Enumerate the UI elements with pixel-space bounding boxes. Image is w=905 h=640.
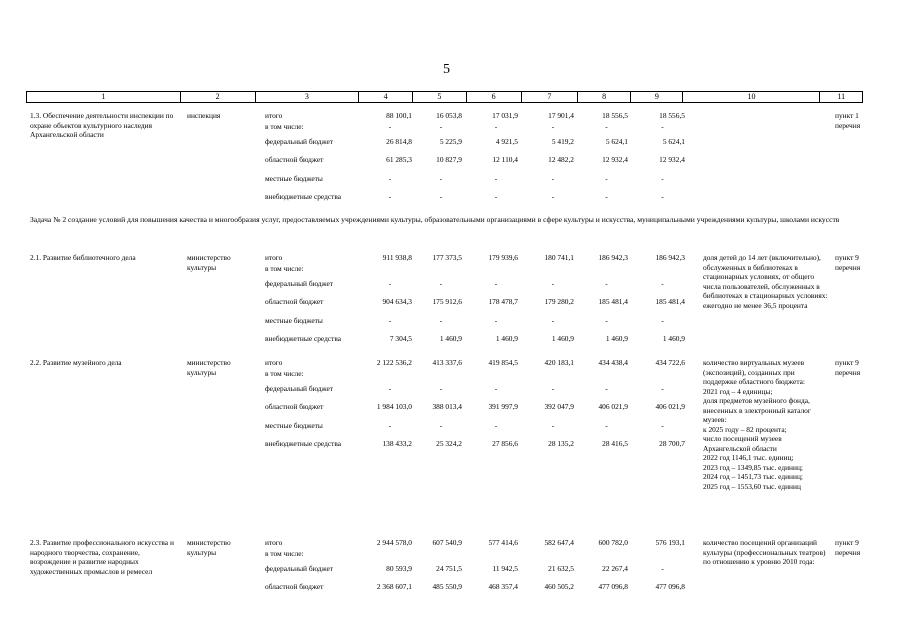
funding-value: 406 021,9 bbox=[598, 402, 628, 411]
funding-value: - bbox=[605, 384, 608, 393]
funding-value: - bbox=[605, 421, 608, 430]
funding-source-label: местные бюджеты bbox=[265, 316, 323, 325]
col-header: 11 bbox=[820, 92, 863, 103]
funding-value: - bbox=[439, 192, 443, 201]
funding-value: 24 751,5 bbox=[436, 564, 462, 573]
funding-value: - bbox=[605, 316, 608, 325]
funding-value: - bbox=[551, 174, 555, 183]
funding-source-label: внебюджетные средства bbox=[265, 192, 342, 201]
funding-value: 607 540,9 bbox=[432, 538, 462, 547]
funding-value: 12 482,2 bbox=[548, 155, 574, 164]
funding-value: - bbox=[494, 384, 498, 393]
funding-value: 12 932,4 bbox=[602, 155, 628, 164]
funding-value: 2 122 536,2 bbox=[376, 358, 412, 367]
funding-value: - bbox=[661, 421, 664, 430]
funding-value: 138 433,2 bbox=[382, 439, 412, 448]
reference: пункт 1 перечня bbox=[835, 111, 861, 130]
page-number: 5 bbox=[443, 62, 450, 77]
funding-value: 577 414,6 bbox=[488, 538, 518, 547]
funding-value: - bbox=[605, 279, 608, 288]
funding-value: - bbox=[494, 192, 498, 201]
funding-value: - bbox=[551, 279, 555, 288]
executor: министерство культуры bbox=[187, 538, 231, 557]
funding-value: 18 556,5 bbox=[659, 111, 685, 120]
target-indicator: доля детей до 14 лет (включительно), обслуженных в библиотеках в стационарных условиях, от общего числа пользователей, обслуженных в библиотеках в стационарных условиях: ежегодно не менее 36,5 процента bbox=[703, 253, 828, 310]
funding-value: 21 632,5 bbox=[548, 564, 574, 573]
funding-value: - bbox=[551, 316, 555, 325]
funding-value: 392 047,9 bbox=[544, 402, 574, 411]
funding-value: 88 100,1 bbox=[386, 111, 412, 120]
funding-value: 904 634,3 bbox=[382, 297, 412, 306]
funding-value: - bbox=[439, 421, 443, 430]
funding-value: - bbox=[661, 122, 664, 131]
funding-value: 5 419,2 bbox=[551, 137, 574, 146]
funding-value: 434 722,6 bbox=[655, 358, 685, 367]
funding-value: - bbox=[439, 174, 443, 183]
funding-value: - bbox=[388, 316, 392, 325]
funding-value: - bbox=[661, 564, 664, 573]
funding-value: 2 944 578,0 bbox=[376, 538, 412, 547]
col-header: 6 bbox=[466, 92, 521, 103]
funding-value: 179 280,2 bbox=[544, 297, 574, 306]
funding-value: - bbox=[551, 122, 555, 131]
funding-value: 1 460,9 bbox=[495, 334, 518, 343]
funding-value: 177 373,5 bbox=[432, 253, 462, 262]
col-header: 5 bbox=[413, 92, 466, 103]
funding-value: 5 225,9 bbox=[439, 137, 462, 146]
funding-value: 1 460,9 bbox=[439, 334, 462, 343]
funding-source-label: местные бюджеты bbox=[265, 174, 323, 183]
col-header: 4 bbox=[359, 92, 413, 103]
funding-value: 28 416,5 bbox=[602, 439, 628, 448]
funding-source-label: федеральный бюджет bbox=[265, 384, 334, 393]
funding-source-label: итого bbox=[265, 253, 283, 262]
funding-source-label: областной бюджет bbox=[265, 297, 324, 306]
funding-value: - bbox=[661, 192, 664, 201]
funding-value: 434 438,4 bbox=[598, 358, 628, 367]
funding-source-label: в том числе: bbox=[265, 369, 304, 378]
funding-value: - bbox=[494, 421, 498, 430]
funding-value: - bbox=[388, 279, 392, 288]
col-header: 1 bbox=[27, 92, 181, 103]
funding-value: 582 647,4 bbox=[544, 538, 574, 547]
funding-value: 25 324,2 bbox=[436, 439, 462, 448]
target-indicator: количество виртуальных музеев (экспозиций), созданных при поддержке областного бюджета: 2021 год – 4 единицы; доля предметов музейного фонда, внесенных в электронный каталог музеев: к 2025 году – 82 процента; число посещений музеев Архангельской области 2022 год 1146,1 тыс. единиц; 2023 год – 1349,85 тыс. единиц; 2024 год – 1451,73 тыс. единиц; 2025 год – 1553,60 тыс. единиц bbox=[703, 358, 811, 491]
col-header: 9 bbox=[631, 92, 683, 103]
funding-value: - bbox=[661, 384, 664, 393]
funding-value: - bbox=[551, 384, 555, 393]
funding-value: - bbox=[439, 279, 443, 288]
activity-name: 1.3. Обеспечение деятельности инспекции по охране объектов культурного наследия Архангельской области bbox=[30, 111, 174, 139]
funding-value: 2 368 607,1 bbox=[376, 582, 412, 591]
col-header: 8 bbox=[577, 92, 630, 103]
funding-value: 911 938,8 bbox=[382, 253, 412, 262]
funding-source-label: в том числе: bbox=[265, 264, 304, 273]
funding-value: 1 984 103,0 bbox=[376, 402, 412, 411]
funding-source-label: областной бюджет bbox=[265, 582, 324, 591]
funding-value: 186 942,3 bbox=[655, 253, 685, 262]
funding-value: - bbox=[388, 192, 392, 201]
reference: пункт 9 перечня bbox=[835, 538, 861, 557]
funding-value: - bbox=[605, 192, 608, 201]
funding-value: 1 460,9 bbox=[662, 334, 685, 343]
funding-value: - bbox=[494, 174, 498, 183]
funding-value: 600 782,0 bbox=[598, 538, 628, 547]
funding-value: 460 505,2 bbox=[544, 582, 574, 591]
funding-source-label: в том числе: bbox=[265, 122, 304, 131]
executor: министерство культуры bbox=[187, 253, 231, 272]
funding-source-label: итого bbox=[265, 358, 283, 367]
funding-value: 26 814,8 bbox=[386, 137, 412, 146]
target-indicator: количество посещений организаций культуры (профессиональных театров) по отношению к уровню 2010 года: bbox=[703, 538, 826, 566]
funding-value: 1 460,9 bbox=[551, 334, 574, 343]
funding-value: 485 550,9 bbox=[432, 582, 462, 591]
funding-value: 178 478,7 bbox=[488, 297, 518, 306]
col-header: 7 bbox=[521, 92, 577, 103]
funding-source-label: федеральный бюджет bbox=[265, 279, 334, 288]
funding-source-label: в том числе: bbox=[265, 549, 304, 558]
funding-value: 576 193,1 bbox=[655, 538, 685, 547]
executor: министерство культуры bbox=[187, 358, 231, 377]
funding-value: - bbox=[494, 122, 498, 131]
funding-value: - bbox=[605, 174, 608, 183]
col-header: 2 bbox=[180, 92, 255, 103]
funding-value: - bbox=[439, 316, 443, 325]
executor: инспекция bbox=[187, 111, 221, 120]
funding-source-label: федеральный бюджет bbox=[265, 564, 334, 573]
funding-value: 468 357,4 bbox=[488, 582, 518, 591]
funding-value: - bbox=[388, 174, 392, 183]
activity-name: 2.1. Развитие библиотечного дела bbox=[30, 253, 136, 262]
funding-value: - bbox=[388, 421, 392, 430]
funding-value: 80 593,9 bbox=[386, 564, 412, 573]
funding-source-label: областной бюджет bbox=[265, 402, 324, 411]
activity-name: 2.3. Развитие профессионального искусства и народного творчества, сохранение, возрождение и развитие народных художественных промыслов и ремесел bbox=[30, 538, 174, 576]
funding-value: 22 267,4 bbox=[602, 564, 628, 573]
funding-value: 406 021,9 bbox=[655, 402, 685, 411]
funding-value: - bbox=[551, 421, 555, 430]
funding-source-label: итого bbox=[265, 538, 283, 547]
funding-value: - bbox=[439, 384, 443, 393]
funding-value: 477 096,8 bbox=[655, 582, 685, 591]
funding-source-label: федеральный бюджет bbox=[265, 137, 334, 146]
funding-value: 11 942,5 bbox=[492, 564, 518, 573]
funding-value: 175 912,6 bbox=[432, 297, 462, 306]
col-header: 10 bbox=[683, 92, 820, 103]
funding-value: 10 827,9 bbox=[436, 155, 462, 164]
funding-value: - bbox=[388, 384, 392, 393]
funding-value: 185 481,4 bbox=[655, 297, 685, 306]
funding-value: 17 901,4 bbox=[548, 111, 574, 120]
funding-value: 186 942,3 bbox=[598, 253, 628, 262]
activity-name: 2.2. Развитие музейного дела bbox=[30, 358, 122, 367]
funding-source-label: областной бюджет bbox=[265, 155, 324, 164]
reference: пункт 9 перечня bbox=[835, 358, 861, 377]
col-header: 3 bbox=[255, 92, 358, 103]
funding-value: 477 096,8 bbox=[598, 582, 628, 591]
funding-value: - bbox=[661, 174, 664, 183]
funding-value: - bbox=[439, 122, 443, 131]
funding-value: 5 624,1 bbox=[605, 137, 628, 146]
funding-source-label: внебюджетные средства bbox=[265, 334, 342, 343]
funding-value: 180 741,1 bbox=[544, 253, 574, 262]
funding-value: - bbox=[551, 192, 555, 201]
funding-value: 388 013,4 bbox=[432, 402, 462, 411]
funding-value: 12 932,4 bbox=[659, 155, 685, 164]
funding-source-label: местные бюджеты bbox=[265, 421, 323, 430]
funding-value: 419 854,5 bbox=[488, 358, 518, 367]
column-header-row bbox=[26, 91, 863, 103]
funding-value: 5 624,1 bbox=[662, 137, 685, 146]
funding-value: - bbox=[661, 316, 664, 325]
funding-value: - bbox=[661, 279, 664, 288]
funding-value: - bbox=[605, 122, 608, 131]
funding-value: 12 110,4 bbox=[492, 155, 518, 164]
reference: пункт 9 перечня bbox=[835, 253, 861, 272]
funding-value: 16 053,8 bbox=[436, 111, 462, 120]
funding-value: - bbox=[494, 279, 498, 288]
funding-value: 17 031,9 bbox=[492, 111, 518, 120]
task-heading: Задача № 2 создание условий для повышения качества и многообразия услуг, предоставляемых учреждениями культуры, образовательными организациями в сфере культуры и искусства, муниципальными учреждениями культуры, школами искусств bbox=[30, 215, 840, 224]
funding-value: 179 939,6 bbox=[488, 253, 518, 262]
funding-value: - bbox=[388, 122, 392, 131]
funding-source-label: итого bbox=[265, 111, 283, 120]
funding-value: 28 700,7 bbox=[659, 439, 685, 448]
funding-value: 61 285,3 bbox=[386, 155, 412, 164]
funding-value: 420 183,1 bbox=[544, 358, 574, 367]
funding-value: 27 856,6 bbox=[492, 439, 518, 448]
funding-value: 7 304,5 bbox=[389, 334, 412, 343]
funding-value: 185 481,4 bbox=[598, 297, 628, 306]
funding-value: 28 135,2 bbox=[548, 439, 574, 448]
funding-value: 391 997,9 bbox=[488, 402, 518, 411]
funding-value: 1 460,9 bbox=[605, 334, 628, 343]
funding-value: - bbox=[494, 316, 498, 325]
funding-source-label: внебюджетные средства bbox=[265, 439, 342, 448]
funding-value: 4 921,5 bbox=[495, 137, 518, 146]
funding-value: 18 556,5 bbox=[602, 111, 628, 120]
funding-value: 413 337,6 bbox=[432, 358, 462, 367]
